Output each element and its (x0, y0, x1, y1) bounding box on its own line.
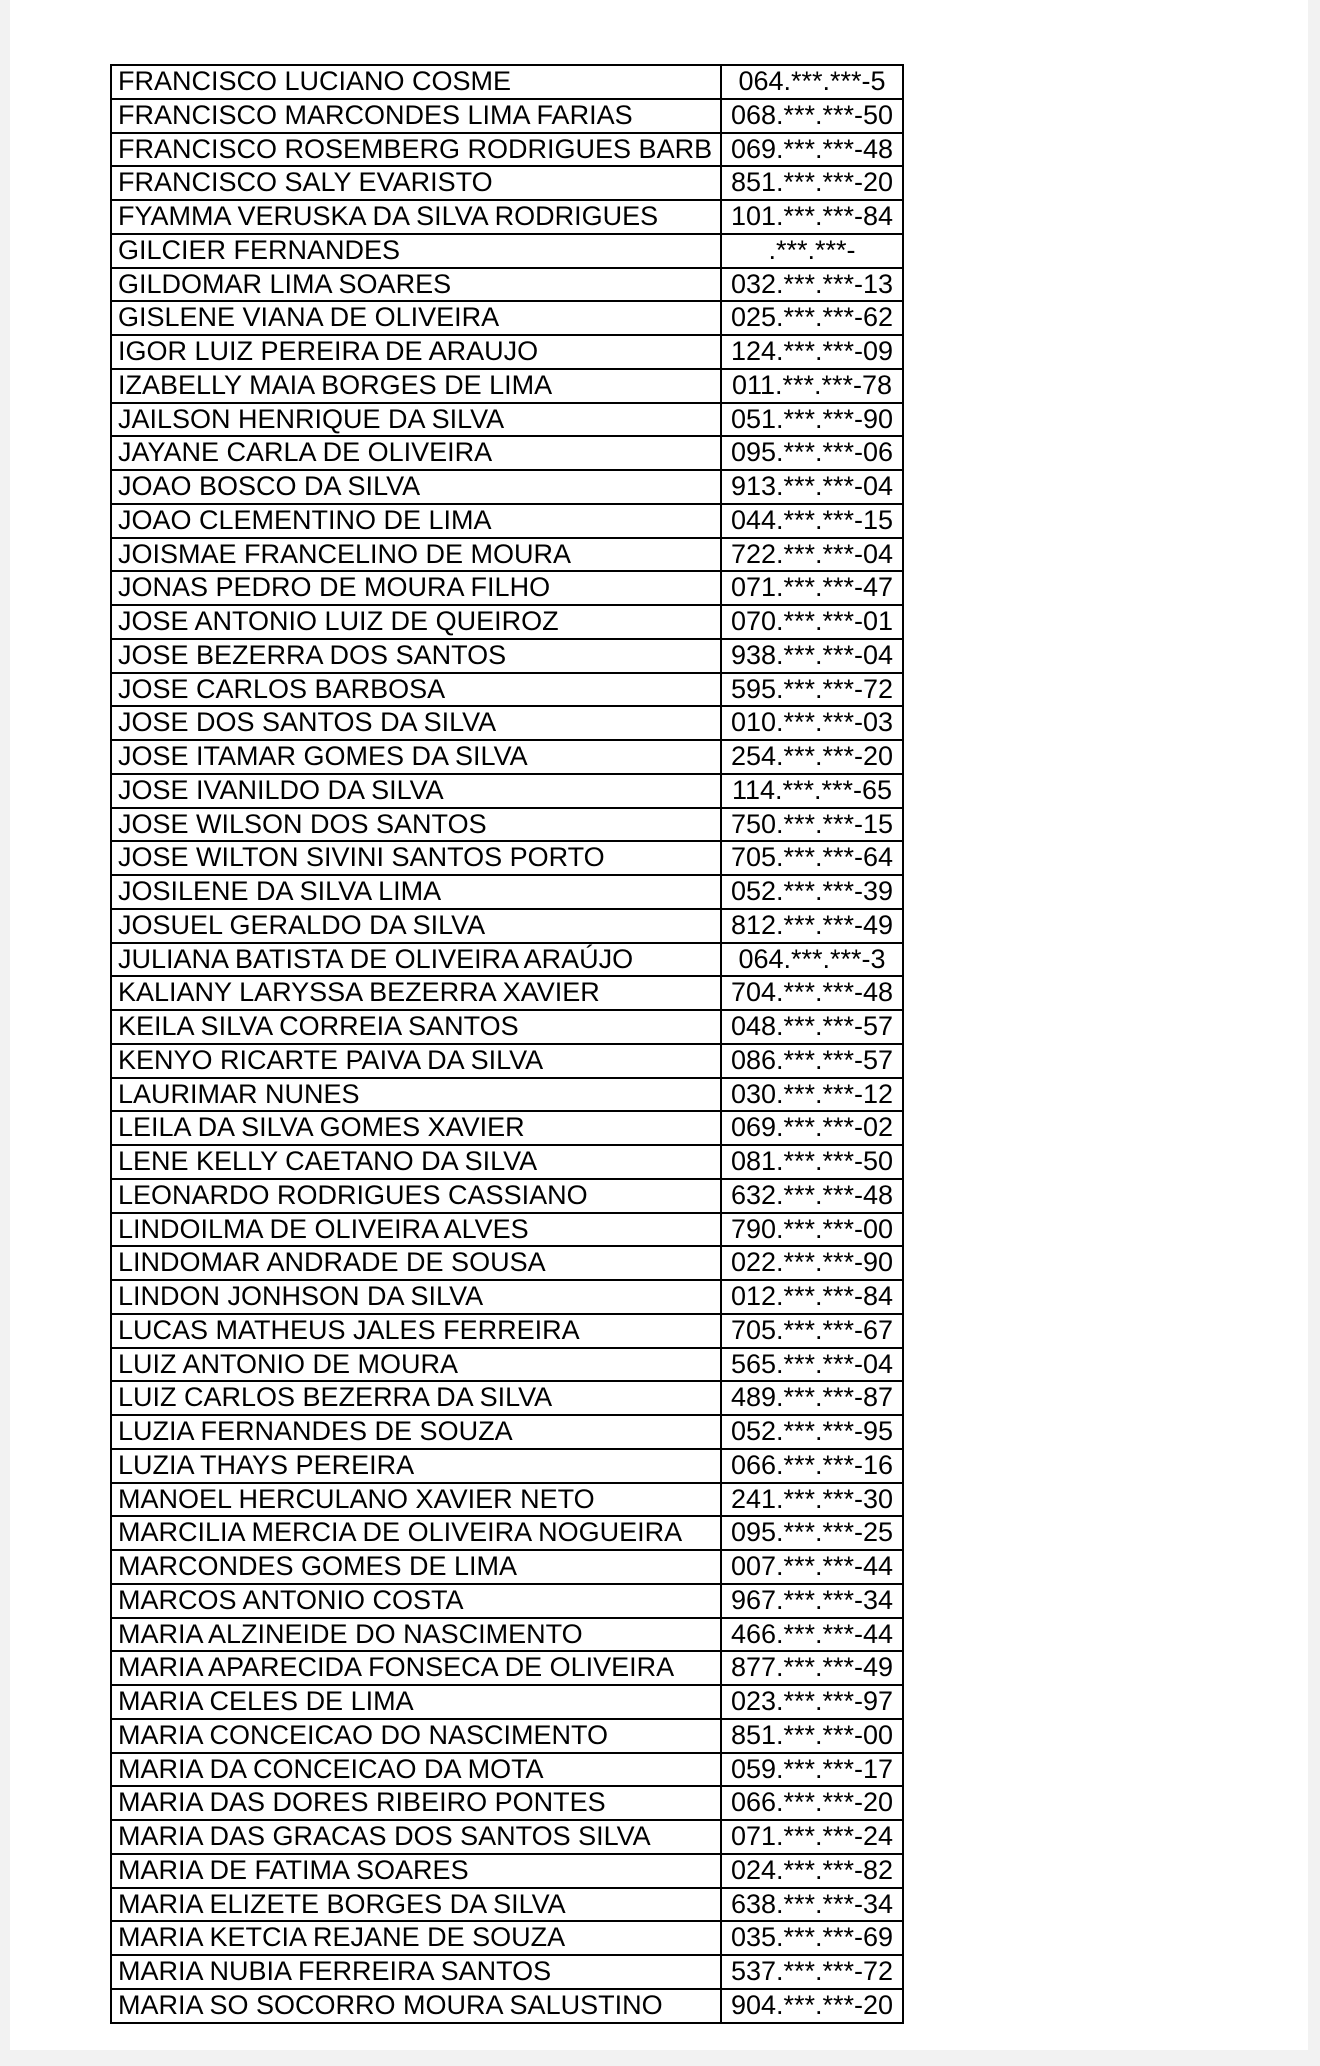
cpf-cell: 086.***.***-57 (730, 1044, 894, 1075)
cpf-cell: 052.***.***-39 (730, 876, 894, 906)
name-cell: JOSE BEZERRA DOS SANTOS (112, 640, 722, 672)
table-row (112, 707, 902, 741)
table-row (112, 741, 902, 775)
table-row (112, 1349, 902, 1383)
name-cell: LINDOILMA DE OLIVEIRA ALVES (112, 1214, 722, 1246)
table-row (112, 539, 902, 573)
name-cell: MARIA SO SOCORRO MOURA SALUSTINO (112, 1990, 722, 2022)
table-row (112, 1112, 902, 1146)
name-cell: JAILSON HENRIQUE DA SILVA (112, 404, 722, 436)
table-row (112, 1382, 902, 1416)
cpf-cell: 012.***.***-84 (730, 1281, 894, 1311)
table-row (112, 1045, 902, 1079)
table-row (112, 674, 902, 708)
name-cell: MARIA CELES DE LIMA (112, 1686, 722, 1718)
table-row (112, 1416, 902, 1450)
name-cell: JONAS PEDRO DE MOURA FILHO (112, 572, 722, 604)
table-row (112, 302, 902, 336)
table-row (112, 606, 902, 640)
name-cell: LINDON JONHSON DA SILVA (112, 1281, 722, 1313)
name-cell: LEILA DA SILVA GOMES XAVIER (112, 1112, 722, 1144)
name-cell: JOSE CARLOS BARBOSA (112, 674, 722, 706)
cpf-cell: 007.***.***-44 (730, 1551, 894, 1581)
table-row (112, 572, 902, 606)
name-cell: JOISMAE FRANCELINO DE MOURA (112, 539, 722, 571)
cpf-cell: 938.***.***-04 (730, 639, 894, 670)
cpf-cell: 595.***.***-72 (730, 673, 894, 704)
name-cell: LUIZ CARLOS BEZERRA DA SILVA (112, 1382, 722, 1414)
name-cell: GILCIER FERNANDES (112, 235, 722, 267)
cpf-cell: 537.***.***-72 (730, 1956, 894, 1986)
table-row (112, 1247, 902, 1281)
cpf-cell: 254.***.***-20 (730, 741, 894, 771)
name-cell: MARIA APARECIDA FONSECA DE OLIVEIRA (112, 1652, 722, 1684)
table-row (112, 640, 902, 674)
cpf-cell: 095.***.***-06 (730, 437, 894, 468)
table-row (112, 1990, 902, 2024)
name-cell: IGOR LUIZ PEREIRA DE ARAUJO (112, 336, 722, 368)
table-row (112, 1619, 902, 1653)
table-row (112, 1956, 902, 1990)
cpf-cell: 705.***.***-67 (730, 1314, 894, 1345)
name-cell: MARIA ALZINEIDE DO NASCIMENTO (112, 1619, 722, 1651)
name-cell: KALIANY LARYSSA BEZERRA XAVIER (112, 977, 722, 1009)
cpf-cell: 052.***.***-95 (730, 1416, 894, 1446)
name-cell: LENE KELLY CAETANO DA SILVA (112, 1146, 722, 1178)
table-row (112, 1585, 902, 1619)
cpf-cell: 489.***.***-87 (730, 1382, 894, 1413)
table-row (112, 66, 902, 100)
cpf-cell: 877.***.***-49 (730, 1652, 894, 1683)
name-cell: JOSILENE DA SILVA LIMA (112, 876, 722, 908)
cpf-cell: 069.***.***-02 (730, 1112, 894, 1143)
name-cell: LUIZ ANTONIO DE MOURA (112, 1349, 722, 1381)
table-row (112, 1079, 902, 1113)
table-row (112, 1517, 902, 1551)
table-row (112, 404, 902, 438)
cpf-cell: 024.***.***-82 (730, 1854, 894, 1885)
name-cell: JOAO BOSCO DA SILVA (112, 471, 722, 503)
name-cell: KENYO RICARTE PAIVA DA SILVA (112, 1045, 722, 1077)
table-row (112, 809, 902, 843)
cpf-cell: 812.***.***-49 (730, 909, 894, 940)
cpf-cell: 071.***.***-24 (730, 1821, 894, 1851)
table-row (112, 1551, 902, 1585)
cpf-cell: 032.***.***-13 (730, 268, 894, 299)
table-row (112, 235, 902, 269)
cpf-cell: 565.***.***-04 (730, 1348, 894, 1379)
cpf-cell: 069.***.***-48 (730, 133, 894, 164)
name-cell: GISLENE VIANA DE OLIVEIRA (112, 302, 722, 334)
name-cell: FRANCISCO MARCONDES LIMA FARIAS (112, 100, 722, 132)
name-cell: MARIA KETCIA REJANE DE SOUZA (112, 1922, 722, 1954)
table-row (112, 910, 902, 944)
document-page (10, 0, 1308, 2050)
cpf-cell: 095.***.***-25 (730, 1517, 894, 1548)
name-cell: JOSUEL GERALDO DA SILVA (112, 910, 722, 942)
cpf-cell: .***.***- (768, 234, 856, 265)
name-cell: MARCONDES GOMES DE LIMA (112, 1551, 722, 1583)
name-cell: JOSE DOS SANTOS DA SILVA (112, 707, 722, 739)
cpf-cell: 466.***.***-44 (730, 1618, 894, 1649)
table-row (112, 167, 902, 201)
table-row (112, 100, 902, 134)
name-cell: JOAO CLEMENTINO DE LIMA (112, 505, 722, 537)
cpf-cell: 068.***.***-50 (730, 99, 894, 130)
table-row (112, 1652, 902, 1686)
table-row (112, 775, 902, 809)
cpf-cell: 704.***.***-48 (730, 977, 894, 1008)
name-cell: KEILA SILVA CORREIA SANTOS (112, 1011, 722, 1043)
table-row (112, 1855, 902, 1889)
table-row (112, 876, 902, 910)
cpf-cell: 051.***.***-90 (730, 403, 894, 434)
name-cell: LUZIA THAYS PEREIRA (112, 1450, 722, 1482)
table-row (112, 437, 902, 471)
cpf-cell: 066.***.***-16 (730, 1449, 894, 1480)
cpf-cell: 705.***.***-64 (730, 842, 894, 873)
name-cell: JOSE IVANILDO DA SILVA (112, 775, 722, 807)
name-cell: LINDOMAR ANDRADE DE SOUSA (112, 1247, 722, 1279)
table-row (112, 1214, 902, 1248)
name-cell: MARCOS ANTONIO COSTA (112, 1585, 722, 1617)
name-cell: MARIA ELIZETE BORGES DA SILVA (112, 1889, 722, 1921)
cpf-cell: 010.***.***-03 (730, 707, 894, 738)
name-cell: FRANCISCO SALY EVARISTO (112, 167, 722, 199)
roster-table (110, 64, 904, 2024)
name-cell: IZABELLY MAIA BORGES DE LIMA (112, 370, 722, 402)
cpf-cell: 790.***.***-00 (730, 1213, 894, 1244)
cpf-cell: 124.***.***-09 (730, 336, 894, 366)
table-row (112, 505, 902, 539)
name-cell: JOSE WILTON SIVINI SANTOS PORTO (112, 842, 722, 874)
cpf-cell: 632.***.***-48 (730, 1179, 894, 1210)
cpf-cell: 750.***.***-15 (730, 808, 894, 839)
cpf-cell: 011.***.***-78 (731, 369, 893, 400)
table-row (112, 1450, 902, 1484)
name-cell: JOSE ANTONIO LUIZ DE QUEIROZ (112, 606, 722, 638)
cpf-cell: 638.***.***-34 (730, 1888, 894, 1919)
name-cell: MARCILIA MERCIA DE OLIVEIRA NOGUEIRA (112, 1517, 722, 1549)
cpf-cell: 722.***.***-04 (730, 538, 894, 569)
table-row (112, 1484, 902, 1518)
name-cell: LUCAS MATHEUS JALES FERREIRA (112, 1315, 722, 1347)
cpf-cell: 851.***.***-00 (730, 1719, 894, 1750)
table-row (112, 1754, 902, 1788)
name-cell: MARIA NUBIA FERREIRA SANTOS (112, 1956, 722, 1988)
cpf-cell: 023.***.***-97 (730, 1686, 894, 1716)
cpf-cell: 030.***.***-12 (730, 1078, 894, 1109)
table-row (112, 1889, 902, 1923)
name-cell: MARIA DE FATIMA SOARES (112, 1855, 722, 1887)
name-cell: FRANCISCO ROSEMBERG RODRIGUES BARB (112, 134, 722, 166)
name-cell: LEONARDO RODRIGUES CASSIANO (112, 1180, 722, 1212)
table-row (112, 1686, 902, 1720)
cpf-cell: 064.***.***-5 (738, 66, 886, 96)
name-cell: FYAMMA VERUSKA DA SILVA RODRIGUES (112, 201, 722, 233)
table-row (112, 944, 902, 978)
cpf-cell: 904.***.***-20 (730, 1989, 894, 2020)
cpf-cell: 066.***.***-20 (730, 1787, 894, 1818)
cpf-cell: 059.***.***-17 (730, 1753, 894, 1784)
cpf-cell: 035.***.***-69 (730, 1922, 894, 1953)
cpf-cell: 114.***.***-65 (731, 774, 893, 805)
cpf-cell: 070.***.***-01 (730, 606, 894, 636)
name-cell: JOSE ITAMAR GOMES DA SILVA (112, 741, 722, 773)
cpf-cell: 241.***.***-30 (730, 1483, 894, 1514)
table-row (112, 1281, 902, 1315)
cpf-cell: 967.***.***-34 (730, 1584, 894, 1615)
cpf-cell: 081.***.***-50 (730, 1146, 894, 1176)
name-cell: MANOEL HERCULANO XAVIER NETO (112, 1484, 722, 1516)
name-cell: LUZIA FERNANDES DE SOUZA (112, 1416, 722, 1448)
name-cell: MARIA DAS DORES RIBEIRO PONTES (112, 1787, 722, 1819)
table-row (112, 269, 902, 303)
cpf-cell: 044.***.***-15 (730, 504, 894, 535)
cpf-cell: 022.***.***-90 (730, 1247, 894, 1278)
table-row (112, 1180, 902, 1214)
cpf-cell: 048.***.***-57 (730, 1011, 894, 1041)
name-cell: LAURIMAR NUNES (112, 1079, 722, 1111)
table-row (112, 977, 902, 1011)
name-cell: MARIA CONCEICAO DO NASCIMENTO (112, 1720, 722, 1752)
name-cell: MARIA DA CONCEICAO DA MOTA (112, 1754, 722, 1786)
table-row (112, 134, 902, 168)
table-row (112, 1720, 902, 1754)
cpf-cell: 025.***.***-62 (730, 302, 894, 333)
table-row (112, 1922, 902, 1956)
table-row (112, 1011, 902, 1045)
table-row (112, 1787, 902, 1821)
table-row (112, 471, 902, 505)
cpf-cell: 064.***.***-3 (738, 943, 886, 974)
table-row (112, 842, 902, 876)
table-row (112, 1821, 902, 1855)
table-row (112, 201, 902, 235)
name-cell: MARIA DAS GRACAS DOS SANTOS SILVA (112, 1821, 722, 1853)
cpf-cell: 071.***.***-47 (730, 572, 894, 603)
cpf-cell: 101.***.***-84 (730, 201, 894, 231)
cpf-cell: 851.***.***-20 (730, 167, 894, 198)
name-cell: JAYANE CARLA DE OLIVEIRA (112, 437, 722, 469)
cpf-cell: 913.***.***-04 (730, 471, 894, 501)
table-row (112, 336, 902, 370)
table-row (112, 1146, 902, 1180)
table-row (112, 370, 902, 404)
name-cell: GILDOMAR LIMA SOARES (112, 269, 722, 301)
name-cell: JOSE WILSON DOS SANTOS (112, 809, 722, 841)
name-cell: JULIANA BATISTA DE OLIVEIRA ARAÚJO (112, 944, 722, 976)
name-cell: FRANCISCO LUCIANO COSME (112, 66, 722, 98)
table-row (112, 1315, 902, 1349)
